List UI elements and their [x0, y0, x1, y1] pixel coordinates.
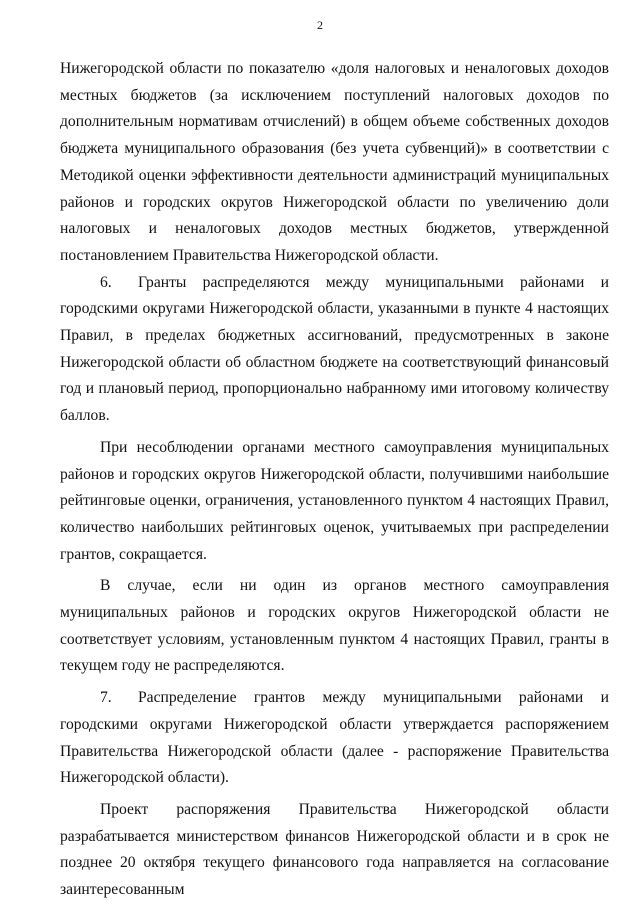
paragraph-text: Нижегородской области по показателю «доля налоговых и неналоговых доходов местных бюджетов (за исключением поступлений налоговых доходов по дополнительным нормативам отчислений) в общем объеме собственных доходов бюджета муниципального образования (без учета субвенций)» в соответствии с Методикой оценки эффективности деятельности администраций муниципальных районов и городских округов Нижегородской области по увеличению доли налоговых и неналоговых доходов местных бюджетов, утвержденной постановлением Правительства Нижегородской области. — [60, 60, 609, 264]
page-number: 2 — [317, 18, 323, 32]
paragraph — [60, 797, 609, 904]
paragraph-text: Проект распоряжения Правительства Нижегородской области разрабатывается министерством финансов Нижегородской области и в срок не позднее 20 октября текущего финансового года направляется на согласование заинтересованным — [60, 800, 609, 899]
document-body — [60, 56, 609, 904]
paragraph — [60, 573, 609, 680]
paragraph — [60, 435, 609, 569]
paragraph-number: 6. — [100, 273, 112, 291]
paragraph-item-7 — [60, 685, 609, 792]
paragraph-number: 7. — [100, 689, 112, 707]
paragraph-text: Распределение грантов между муниципальными районами и городскими округами Нижегородской области утверждается распоряжением Правительства Нижегородской области (далее - распоряжение Правительства Нижегородской области). — [60, 689, 609, 787]
paragraph-continuation — [60, 56, 609, 270]
paragraph-text: Гранты распределяются между муниципальными районами и городскими округами Нижегородской области, указанными в пункте 4 настоящих Правил, в пределах бюджетных ассигнований, предусмотренных в законе Нижегородской области об областном бюджете на соответствующий финансовый год и плановый период, пропорционально набранному ими итоговому количеству баллов. — [60, 273, 609, 425]
paragraph-text: В случае, если ни один из органов местного самоуправления муниципальных районов и городских округов Нижегородской области не соответствует условиям, установленным пунктом 4 настоящих Правил, гранты в текущем году не распределяются. — [60, 577, 609, 675]
paragraph-item-6 — [60, 270, 609, 430]
paragraph-text: При несоблюдении органами местного самоуправления муниципальных районов и городских округов Нижегородской области, получившими наибольшие рейтинговые оценки, ограничения, установленного пунктом 4 настоящих Правил, количество наибольших рейтинговых оценок, учитываемых при распределении грантов, сокращается. — [60, 438, 609, 563]
